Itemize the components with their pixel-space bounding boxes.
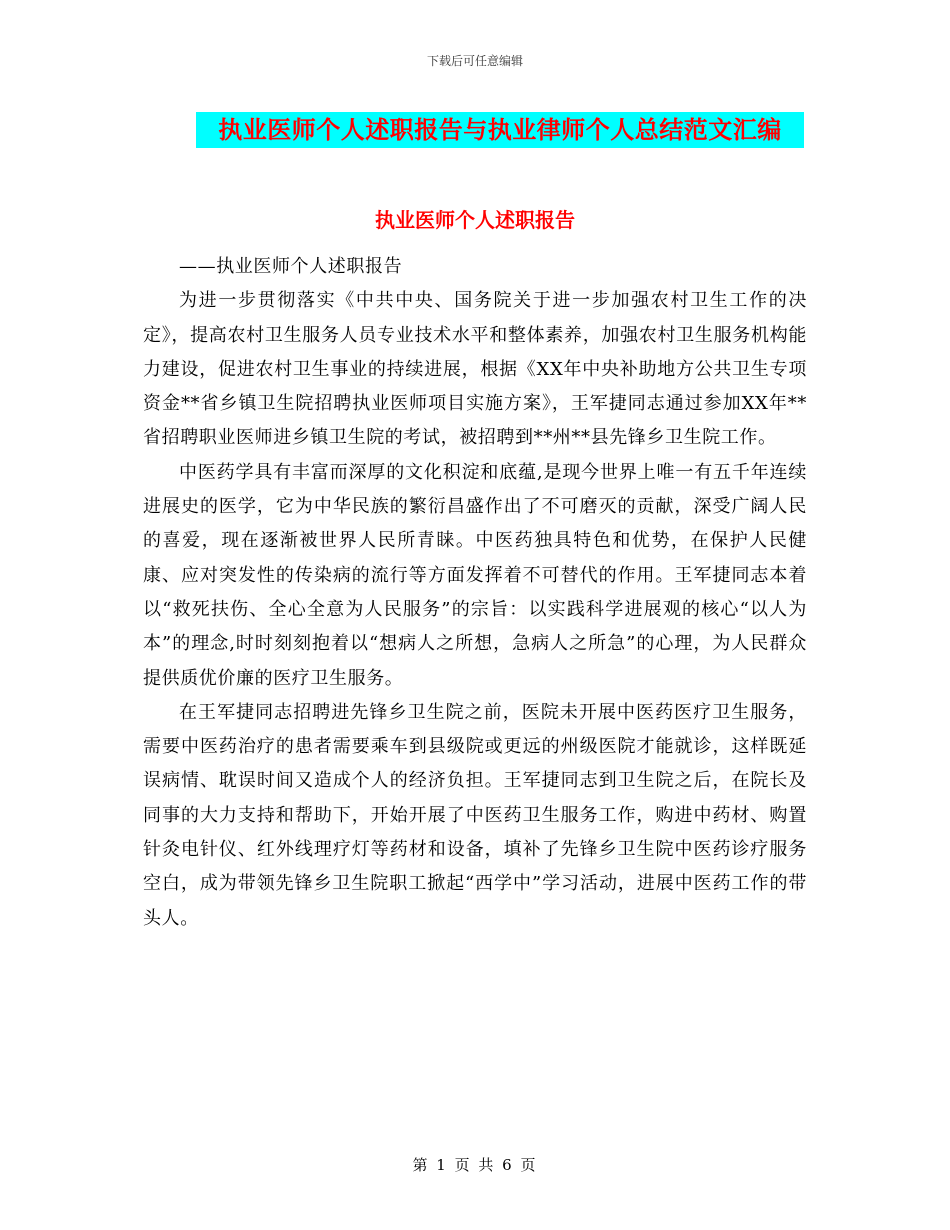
document-body (143, 250, 807, 936)
subtitle-line: ——执业医师个人述职报告 (179, 256, 403, 277)
paragraph-3: 在王军捷同志招聘进先锋乡卫生院之前，医院未开展中医药医疗卫生服务，需要中医药治疗的患者需要乘车到县级院或更远的州级医院才能就诊，这样既延误病情、耽误时间又造成个人的经济负担。王军捷同志到卫生院之后，在院长及同事的大力支持和帮助下，开始开展了中医药卫生服务工作，购进中药材、购置针灸电针仪、红外线理疗灯等药材和设备，填补了先锋乡卫生院中医药诊疗服务空白，成为带领先锋乡卫生院职工掀起“西学中”学习活动，进展中医药工作的带头人。 (143, 701, 807, 929)
paragraph-1: 为进一步贯彻落实《中共中央、国务院关于进一步加强农村卫生工作的决定》，提高农村卫生服务人员专业技术水平和整体素养，加强农村卫生服务机构能力建设，促进农村卫生事业的持续进展，根据《XX年中央补助地方公共卫生专项资金**省乡镇卫生院招聘执业医师项目实施方案》，王军捷同志通过参加XX年**省招聘职业医师进乡镇卫生院的考试，被招聘到**州**县先锋乡卫生院工作。 (143, 290, 807, 449)
section-title: 执业医师个人述职报告 (375, 208, 575, 232)
document-title-highlight (196, 112, 804, 148)
page-number: 第 1 页 共 6 页 (412, 1156, 538, 1174)
document-title: 执业医师个人述职报告与执业律师个人总结范文汇编 (218, 116, 782, 144)
paragraph-2: 中医药学具有丰富而深厚的文化积淀和底蕴,是现今世界上唯一有五千年连续进展史的医学，它为中华民族的繁衍昌盛作出了不可磨灭的贡献，深受广阔人民的喜爱，现在逐渐被世界人民所青睐。中医药独具特色和优势，在保护人民健康、应对突发性的传染病的流行等方面发挥着不可替代的作用。王军捷同志本着以“救死扶伤、全心全意为人民服务”的宗旨：以实践科学进展观的核心“以人为本”的理念,时时刻刻抱着以“想病人之所想，急病人之所急”的心理，为人民群众提供质优价廉的医疗卫生服务。 (143, 461, 807, 689)
header-note: 下载后可任意编辑 (426, 54, 523, 68)
